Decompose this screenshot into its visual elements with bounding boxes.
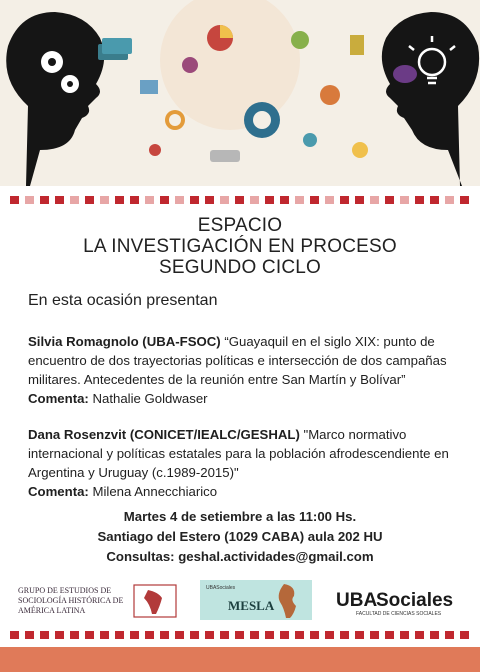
- divider-square: [220, 631, 229, 639]
- pie-chart-icon: [207, 25, 233, 51]
- divider-square: [250, 196, 259, 204]
- divider-square: [10, 631, 19, 639]
- divider-square: [250, 631, 259, 639]
- divider-square: [190, 196, 199, 204]
- logos-row: [0, 578, 480, 628]
- presentation-entry: [28, 332, 458, 408]
- presentation-entry: [28, 425, 458, 501]
- divider-square: [325, 631, 334, 639]
- presentation-title: "Marco normativo internacional y políticas estatales para la población afrodescendiente en Argentina y Uruguay (c.1989-2015)": [28, 427, 449, 480]
- divider-square: [280, 631, 289, 639]
- event-date: Martes 4 de setiembre a las 11:00 Hs.: [123, 509, 357, 524]
- divider-square: [130, 196, 139, 204]
- divider-square: [205, 196, 214, 204]
- divider-square: [385, 631, 394, 639]
- divider-square: [460, 196, 469, 204]
- divider-square: [55, 631, 64, 639]
- comment-label: Comenta:: [28, 484, 89, 499]
- divider-square: [295, 196, 304, 204]
- divider-square: [175, 631, 184, 639]
- divider-square: [160, 631, 169, 639]
- divider-square: [295, 631, 304, 639]
- mesla-text: MESLA: [228, 598, 275, 613]
- footer-bar: [0, 647, 480, 672]
- title-line-3: SEGUNDO CICLO: [158, 257, 321, 278]
- comment-label: Comenta:: [28, 391, 89, 406]
- decorative-divider-top: [10, 195, 470, 205]
- divider-square: [370, 631, 379, 639]
- header-illustration: [0, 0, 480, 186]
- geshal-logo: [16, 582, 180, 620]
- divider-square: [400, 631, 409, 639]
- divider-square: [145, 196, 154, 204]
- divider-square: [325, 196, 334, 204]
- clock-icon: [165, 110, 185, 130]
- americas-map-icon: [279, 584, 296, 618]
- event-contact: Consultas: geshal.actividades@gmail.com: [106, 549, 374, 564]
- geshal-line-3: AMÉRICA LATINA: [18, 606, 86, 615]
- palette-icon: [393, 65, 417, 83]
- divider-square: [370, 196, 379, 204]
- divider-square: [70, 631, 79, 639]
- commentator-name: Nathalie Goldwaser: [88, 391, 208, 406]
- divider-square: [385, 196, 394, 204]
- event-title: [0, 215, 480, 278]
- mesla-logo: [200, 580, 312, 620]
- divider-square: [25, 196, 34, 204]
- geshal-line-2: SOCIOLOGÍA HISTÓRICA DE: [18, 596, 124, 605]
- divider-square: [445, 631, 454, 639]
- divider-square: [340, 631, 349, 639]
- divider-square: [145, 631, 154, 639]
- divider-square: [220, 196, 229, 204]
- divider-square: [115, 631, 124, 639]
- divider-square: [115, 196, 124, 204]
- divider-square: [430, 196, 439, 204]
- geshal-line-1: GRUPO DE ESTUDIOS DE: [18, 586, 112, 595]
- divider-square: [85, 631, 94, 639]
- money-icon: [98, 38, 132, 60]
- presentation-title: “Guayaquil en el siglo XIX: punto de encuentro de dos trayectorias políticas e intersección de dos campañas militares. Antecedentes de la reunión entre San Martín y Bolívar”: [28, 334, 447, 387]
- divider-square: [100, 196, 109, 204]
- title-line-1: ESPACIO: [197, 215, 283, 236]
- divider-square: [235, 631, 244, 639]
- divider-square: [190, 631, 199, 639]
- divider-square: [265, 631, 274, 639]
- divider-square: [445, 196, 454, 204]
- divider-square: [40, 196, 49, 204]
- uba-sociales-logo: [336, 586, 456, 618]
- divider-square: [40, 631, 49, 639]
- event-place: Santiago del Estero (1029 CABA) aula 202 HU: [97, 529, 383, 544]
- divider-square: [310, 631, 319, 639]
- divider-square: [355, 631, 364, 639]
- divider-square: [235, 196, 244, 204]
- divider-square: [160, 196, 169, 204]
- divider-square: [175, 196, 184, 204]
- divider-square: [415, 631, 424, 639]
- divider-square: [130, 631, 139, 639]
- divider-square: [100, 631, 109, 639]
- divider-square: [70, 196, 79, 204]
- divider-square: [205, 631, 214, 639]
- divider-square: [400, 196, 409, 204]
- commentator-name: Milena Annecchiarico: [88, 484, 218, 499]
- event-details: [0, 507, 480, 567]
- uba-subtitle: FACULTAD DE CIENCIAS SOCIALES: [356, 611, 442, 617]
- divider-square: [460, 631, 469, 639]
- uba-text: UBA: [336, 590, 378, 611]
- divider-square: [10, 196, 19, 204]
- divider-square: [340, 196, 349, 204]
- divider-square: [280, 196, 289, 204]
- divider-square: [265, 196, 274, 204]
- title-line-2: LA INVESTIGACIÓN EN PROCESO: [83, 236, 397, 257]
- divider-square: [55, 196, 64, 204]
- divider-square: [415, 196, 424, 204]
- presenter-name: Dana Rosenzvit (CONICET/IEALC/GESHAL): [28, 427, 300, 442]
- divider-square: [25, 631, 34, 639]
- intro-text: En esta ocasión presentan: [28, 292, 218, 309]
- divider-square: [430, 631, 439, 639]
- divider-square: [355, 196, 364, 204]
- decorative-divider-bottom: [10, 630, 470, 640]
- presenter-name: Silvia Romagnolo (UBA-FSOC): [28, 334, 221, 349]
- divider-square: [85, 196, 94, 204]
- mesla-small-text: UBASociales: [206, 585, 236, 591]
- divider-square: [310, 196, 319, 204]
- sociales-text: Sociales: [376, 590, 454, 611]
